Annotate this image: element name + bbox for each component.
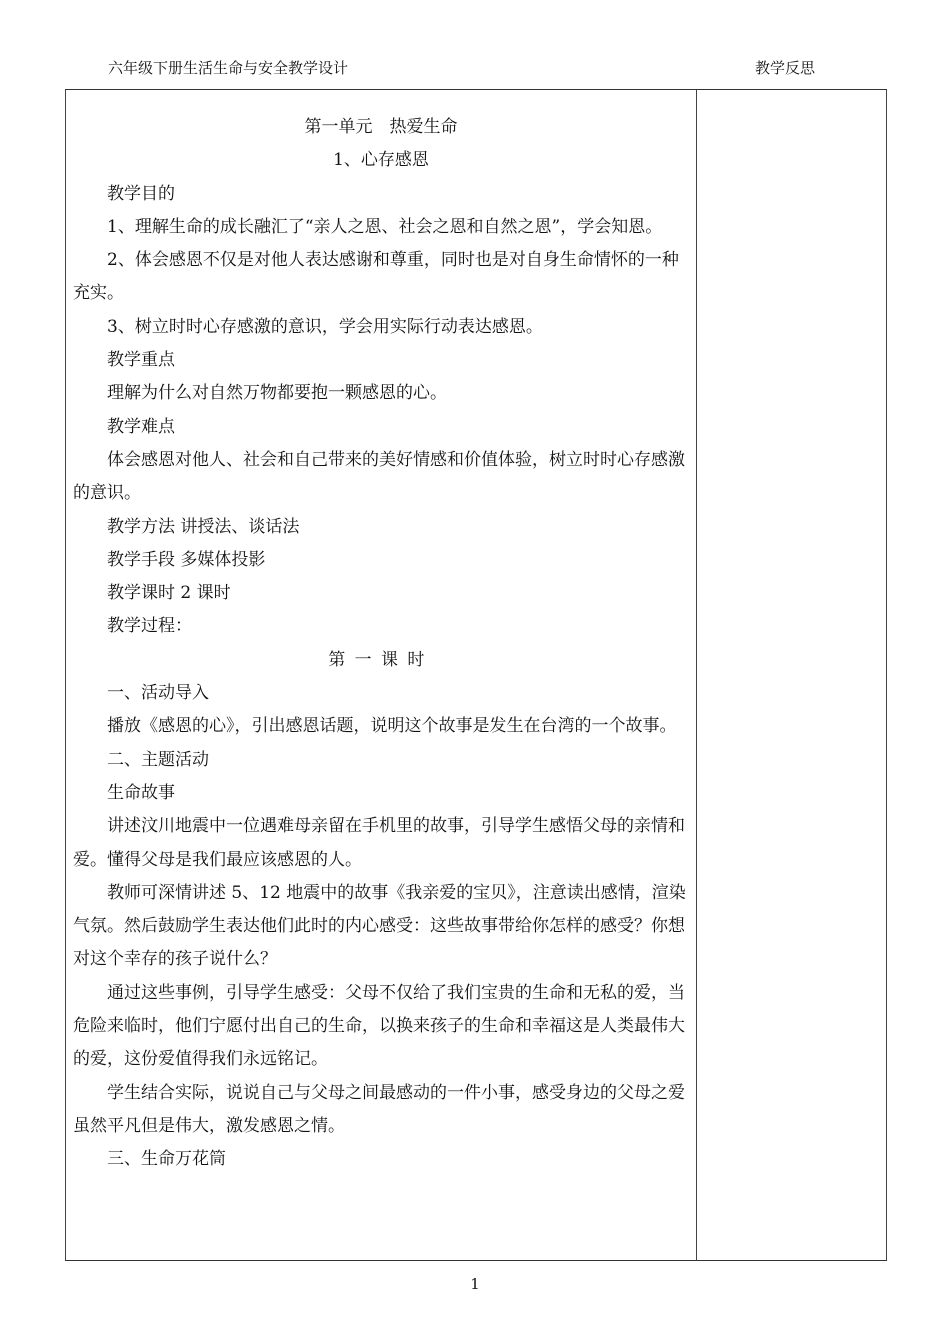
table-column-divider (696, 90, 697, 1260)
goal-heading: 教学目的 (107, 183, 175, 204)
unit-title: 第一单元 热爱生命 (304, 117, 458, 137)
table-left-border (65, 90, 66, 1260)
lesson-content (73, 111, 689, 1177)
key-point-heading: 教学重点 (107, 350, 175, 371)
period-title: 第一课时 (328, 649, 434, 670)
document-header-title: 六年级下册生活生命与安全教学设计 (108, 59, 349, 77)
teaching-method: 教学方法 讲授法、谈话法 (107, 516, 300, 537)
difficulty-text: 体会感恩对他人、社会和自己带来的美好情感和价值体验，树立时时心存感激的意识。 (73, 449, 685, 504)
goal-item: 2、体会感恩不仅是对他人表达感谢和尊重，同时也是对自身生命情怀的一种充实。 (73, 250, 679, 304)
story-paragraph: 学生结合实际，说说自己与父母之间最感动的一件小事，感受身边的父母之爱虽然平凡但是伟大，激发感恩之情。 (73, 1082, 685, 1136)
section-heading: 二、主题活动 (107, 749, 209, 770)
section-heading: 一、活动导入 (107, 683, 209, 704)
process-heading: 教学过程： (107, 616, 192, 637)
difficulty-heading: 教学难点 (107, 416, 175, 437)
section-heading: 三、生命万花筒 (107, 1149, 226, 1170)
teaching-hours: 教学课时 2 课时 (107, 583, 231, 604)
story-paragraph: 讲述汶川地震中一位遇难母亲留在手机里的故事，引导学生感悟父母的亲情和爱。懂得父母是我们最应该感恩的人。 (73, 816, 685, 870)
key-point-text: 理解为什么对自然万物都要抱一颗感恩的心。 (107, 383, 447, 404)
subsection-heading: 生命故事 (107, 782, 175, 803)
page-number: 1 (470, 1275, 480, 1293)
goal-item: 3、树立时时心存感激的意识，学会用实际行动表达感恩。 (107, 316, 543, 337)
lesson-title: 1、心存感恩 (333, 150, 429, 171)
reflection-column-heading: 教学反思 (755, 59, 816, 77)
story-paragraph: 通过这些事例，引导学生感受：父母不仅给了我们宝贵的生命和无私的爱，当危险来临时，他们宁愿付出自己的生命，以换来孩子的生命和幸福这是人类最伟大的爱，这份爱值得我们永远铭记。 (73, 982, 685, 1070)
goal-item: 1、理解生命的成长融汇了“亲人之恩、社会之恩和自然之恩”，学会知恩。 (107, 216, 663, 237)
table-right-border (886, 90, 887, 1260)
teaching-means: 教学手段 多媒体投影 (107, 549, 266, 570)
story-paragraph: 教师可深情讲述 5、12 地震中的故事《我亲爱的宝贝》，注意读出感情，渲染气氛。然后鼓励学生表达他们此时的内心感受：这些故事带给你怎样的感受？你想对这个幸存的孩子说什么？ (73, 882, 686, 970)
section-text: 播放《感恩的心》，引出感恩话题，说明这个故事是发生在台湾的一个故事。 (107, 716, 677, 737)
